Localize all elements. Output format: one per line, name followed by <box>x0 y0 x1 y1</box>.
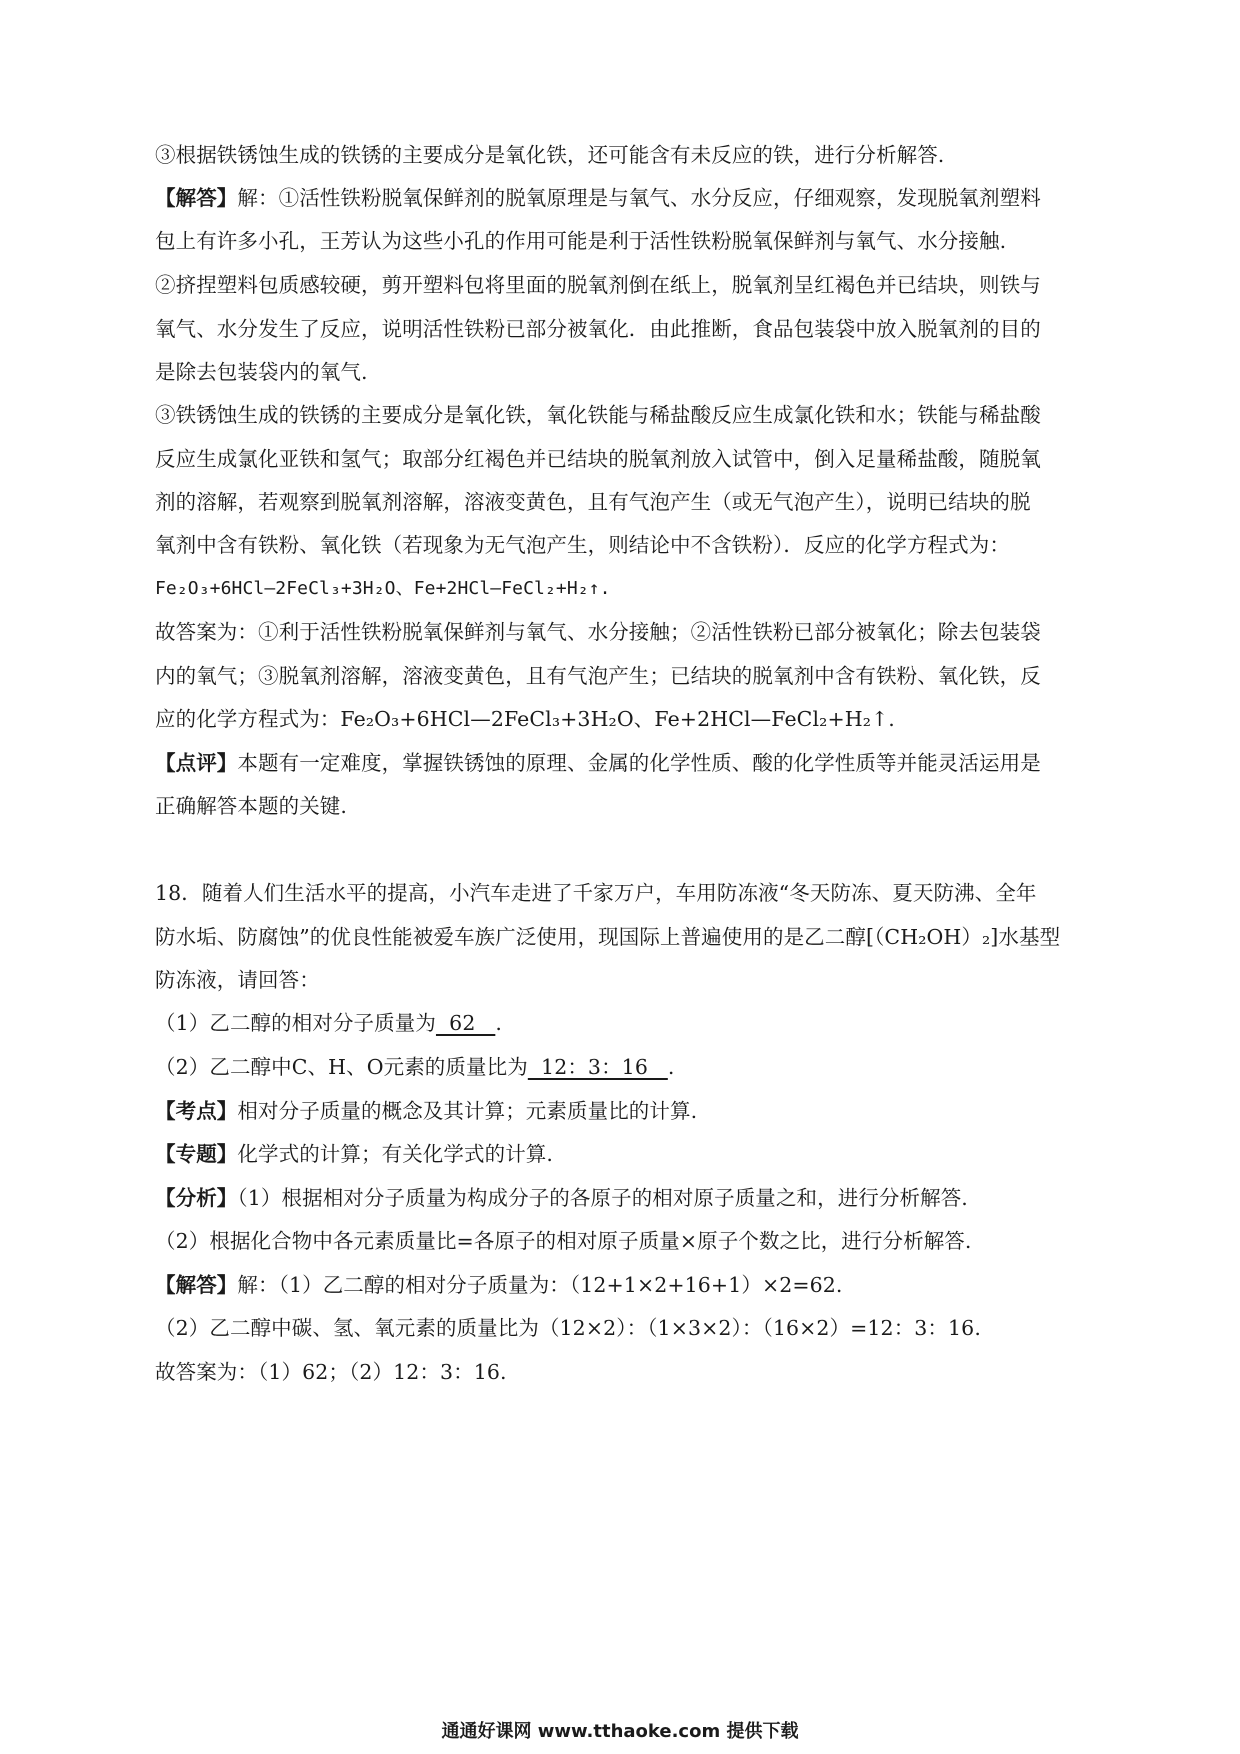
zhuanti-line <box>155 1139 1095 1169</box>
comment-line <box>155 748 1095 778</box>
footer-text: 通通好课网 www.tthaoke.com 提供下载 <box>441 1721 799 1742</box>
kaodian-line <box>155 1096 1095 1126</box>
jieda-line: （2）乙二醇中碳、氢、氧元素的质量比为（12×2）：（1×3×2）：（16×2）=12：3：16. <box>155 1316 981 1340</box>
solution-line: 包上有许多小孔，王芳认为这些小孔的作用可能是利于活性铁粉脱氧保鲜剂与氧气、水分接触. <box>155 229 1007 253</box>
question-18-line: 防水垢、防腐蚀”的优良性能被爱车族广泛使用，现国际上普遍使用的是乙二醇[（CH₂OH）₂]水基型 <box>155 925 1061 949</box>
solution-line: 氧剂中含有铁粉、氧化铁（若现象为无气泡产生，则结论中不含铁粉）．反应的化学方程式为： <box>155 533 1010 557</box>
solution-text: 解：①活性铁粉脱氧保鲜剂的脱氧原理是与氧气、水分反应，仔细观察，发现脱氧剂塑料 <box>237 186 1041 210</box>
sub-question-1-prefix: （1）乙二醇的相对分子质量为 <box>155 1011 436 1035</box>
solution-line: 是除去包装袋内的氧气. <box>155 360 368 384</box>
question-18-line: 防冻液，请回答： <box>155 968 320 992</box>
question-18-line: 18．随着人们生活水平的提高，小汽车走进了千家万户，车用防冻液“冬天防冻、夏天防沸、全年 <box>155 881 1037 905</box>
solution-line: ②挤捏塑料包质感较硬，剪开塑料包将里面的脱氧剂倒在纸上，脱氧剂呈红褐色并已结块，则铁与 <box>155 273 1041 297</box>
comment-line: 正确解答本题的关键. <box>155 794 348 818</box>
answer-line: 应的化学方程式为：Fe₂O₃+6HCl—2FeCl₃+3H₂O、Fe+2HCl—FeCl₂+H₂↑. <box>155 707 895 731</box>
kaodian-tag: 【考点】 <box>155 1099 238 1123</box>
sub-question-1 <box>155 1008 1095 1038</box>
fenxi-line: （2）根据化合物中各元素质量比=各原子的相对原子质量×原子个数之比，进行分析解答. <box>155 1229 972 1253</box>
answer-line: 故答案为：（1）62；（2）12：3：16. <box>155 1360 507 1384</box>
chemical-equation: Fe₂O₃+6HCl—2FeCl₃+3H₂O、Fe+2HCl—FeCl₂+H₂↑. <box>155 578 611 599</box>
jieda-tag: 【解答】 <box>155 1273 238 1297</box>
comment-tag: 【点评】 <box>155 751 238 775</box>
solution-line: ③铁锈蚀生成的铁锈的主要成分是氧化铁，氧化铁能与稀盐酸反应生成氯化铁和水；铁能与稀盐酸 <box>155 403 1041 427</box>
solution-line: 氧气、水分发生了反应，说明活性铁粉已部分被氧化．由此推断，食品包装袋中放入脱氧剂的目的 <box>155 317 1041 341</box>
analysis-line: ③根据铁锈蚀生成的铁锈的主要成分是氧化铁，还可能含有未反应的铁，进行分析解答. <box>155 143 945 167</box>
fenxi-text: （1）根据相对分子质量为构成分子的各原子的相对原子质量之和，进行分析解答. <box>237 1186 968 1210</box>
sub-question-1-suffix: . <box>495 1011 502 1035</box>
zhuanti-tag: 【专题】 <box>155 1142 238 1166</box>
solution-line: 剂的溶解，若观察到脱氧剂溶解，溶液变黄色，且有气泡产生（或无气泡产生），说明已结块的脱 <box>155 490 1031 514</box>
sub-question-2-answer: 12：3：16 <box>527 1055 668 1079</box>
sub-question-2-suffix: . <box>667 1055 675 1079</box>
zhuanti-text: 化学式的计算；有关化学式的计算. <box>237 1142 554 1166</box>
kaodian-text: 相对分子质量的概念及其计算；元素质量比的计算. <box>237 1099 698 1123</box>
solution-line <box>155 183 1095 213</box>
solution-tag: 【解答】 <box>155 186 238 210</box>
sub-question-2-prefix: （2）乙二醇中C、H、O元素的质量比为 <box>155 1055 528 1079</box>
answer-line: 内的氧气；③脱氧剂溶解，溶液变黄色，且有气泡产生；已结块的脱氧剂中含有铁粉、氧化铁，反 <box>155 664 1041 688</box>
comment-text: 本题有一定难度，掌握铁锈蚀的原理、金属的化学性质、酸的化学性质等并能灵活运用是 <box>237 751 1041 775</box>
sub-question-2 <box>155 1052 1095 1082</box>
sub-question-1-answer: 62 <box>435 1011 496 1035</box>
jieda-text: 解：（1）乙二醇的相对分子质量为：（12+1×2+16+1）×2=62. <box>237 1273 843 1297</box>
jieda-line <box>155 1270 1095 1300</box>
fenxi-tag: 【分析】 <box>155 1186 238 1210</box>
fenxi-line <box>155 1183 1095 1213</box>
solution-line: 反应生成氯化亚铁和氢气；取部分红褐色并已结块的脱氧剂放入试管中，倒入足量稀盐酸，随脱氧 <box>155 447 1041 471</box>
answer-line: 故答案为：①利于活性铁粉脱氧保鲜剂与氧气、水分接触；②活性铁粉已部分被氧化；除去包装袋 <box>155 620 1041 644</box>
